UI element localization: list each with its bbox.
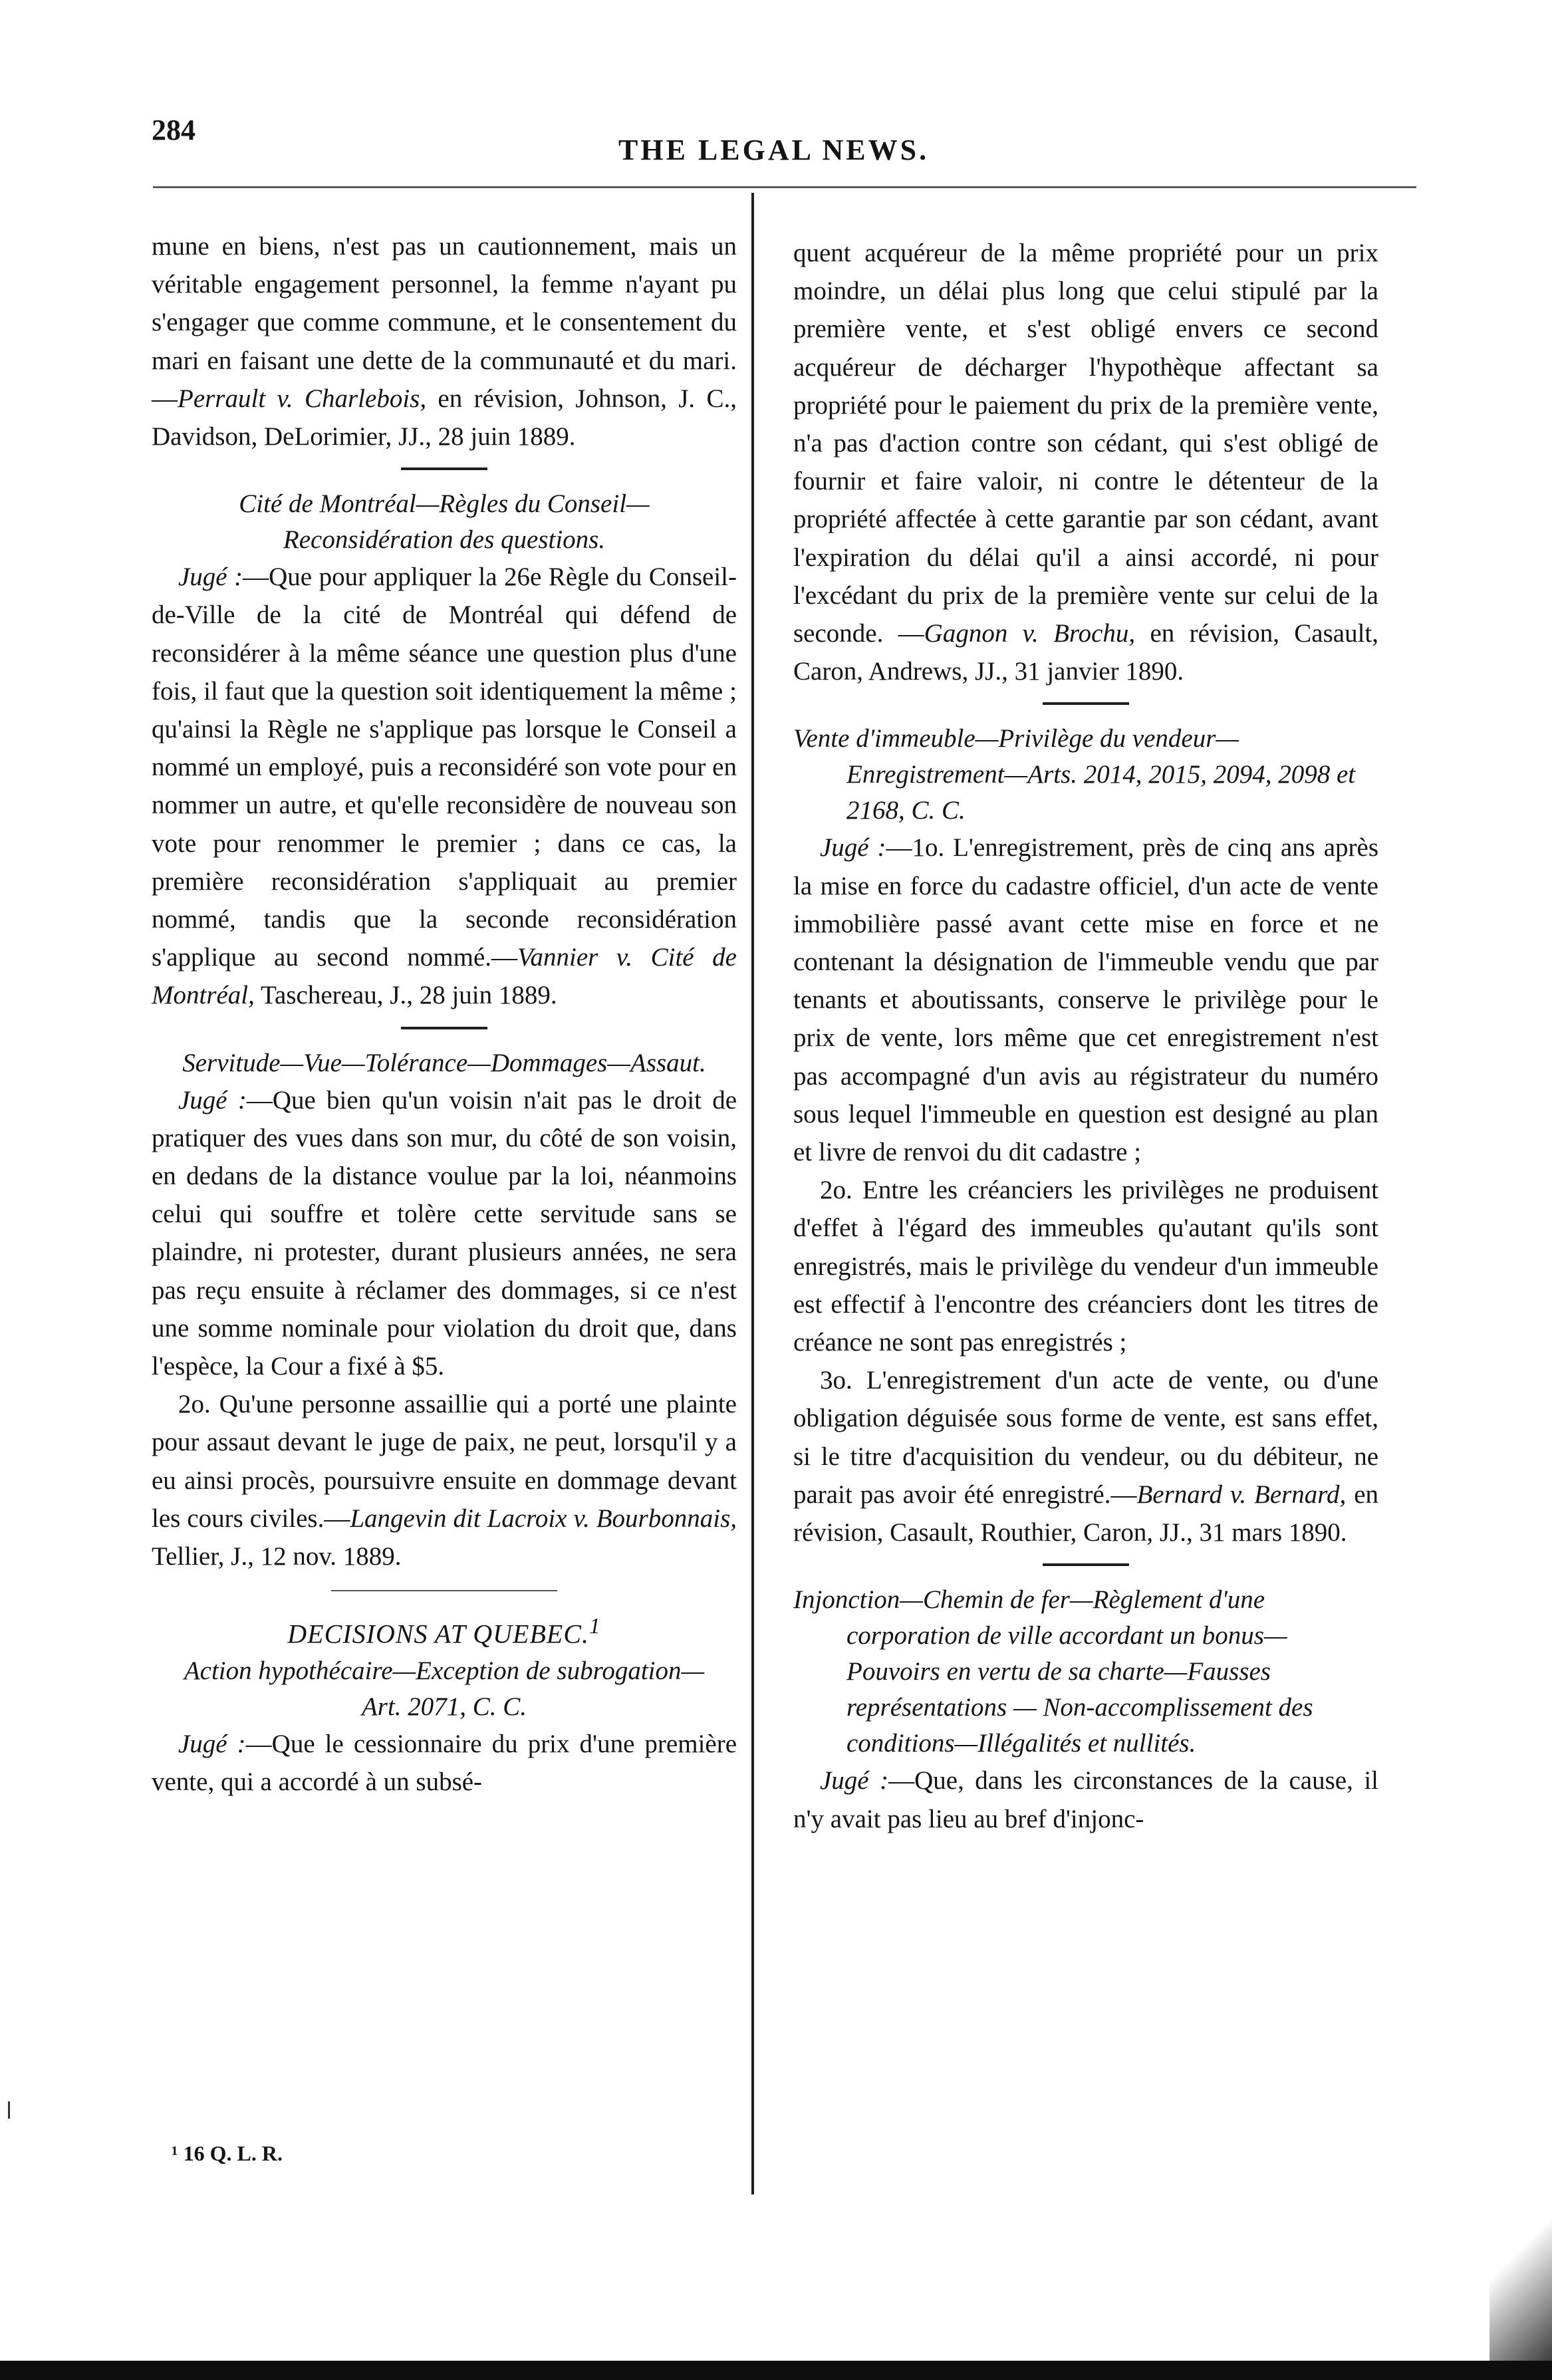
scan-mark [8,2101,10,2119]
case-name: Gagnon v. Brochu, [924,619,1136,648]
left-column [152,227,737,1801]
right-paragraph-5: Jugé :—Que, dans les circonstances de la cause, il n'y avait pas lieu au bref d'injonc- [793,1766,1378,1833]
section-divider [401,1027,487,1029]
running-title: THE LEGAL NEWS. [618,134,930,166]
case-heading: Vente d'immeuble—Privilège du vendeur—Enregistrement—Arts. 2014, 2015, 2094, 2098 et 2168, C. C. [793,724,1356,825]
left-paragraph-4: 2o. Qu'une personne assaillie qui a porté une plainte pour assaut devant le juge de paix, ne peut, lorsqu'il y a eu ainsi procès, poursuivre ensuite en dommage devant les cours civiles.—Langevin dit Lacroix v. Bourbonnais, Tellier, J., 12 nov. 1889. [152,1390,737,1571]
case-heading: Injonction—Chemin de fer—Règlement d'une corporation de ville accordant un bonus—Pouvoirs en vertu de sa charte—Fausses représentations — Non-accomplissement des conditions—Illégalités et nullités. [793,1585,1313,1758]
header-rule [153,186,1416,188]
page-number: 284 [152,114,195,146]
left-paragraph-2: Jugé :—Que pour appliquer la 26e Règle du Conseil-de-Ville de la cité de Montréal qui défend de reconsidérer à la même séance une question plus d'une fois, il faut que la question soit identiquement la même ; qu'ainsi la Règle ne s'applique pas lorsque le Conseil a nommé un employé, puis a reconsidéré son vote pour en nommer un autre, et qu'elle reconsidère de nouveau son vote pour renommer le premier ; dans ce cas, la première reconsidération s'appliquait au premier nommé, tandis que la seconde reconsidération s'applique au second nommé.—Vannier v. Cité de Montréal, Taschereau, J., 28 juin 1889. [152,563,737,1010]
left-paragraph-5: Jugé :—Que le cessionnaire du prix d'une première vente, qui a accordé à un subsé- [152,1729,737,1797]
case-name: Perrault v. Charlebois, [178,384,427,413]
footnote-marker: 1 [589,1614,601,1639]
section-divider [331,1590,557,1591]
footnote: ¹ 16 Q. L. R. [172,2141,283,2165]
right-paragraph-1: quent acquéreur de la même propriété pour un prix moindre, un délai plus long que celui stipulé par la première vente, et s'est obligé envers ce second acquéreur de décharger l'hypothèque affectant sa propriété pour le paiement du prix de la première vente, n'a pas d'action contre son cédant, qui s'est obligé de fournir et faire valoir, ni contre le détenteur de la propriété affectée à cette garantie par son cédant, avant l'expiration du délai qu'il a ainsi accordé, ni pour l'excédant du prix de la première vente sur celui de la seconde. —Gagnon v. Brochu, en révision, Casault, Caron, Andrews, JJ., 31 janvier 1890. [793,239,1378,686]
right-paragraph-3: 2o. Entre les créanciers les privilèges ne produisent d'effet à l'égard des immeubles qu'autant qu'ils sont enregistrés, mais le privilège du vendeur d'un immeuble est effectif à l'encontre des créanciers dont les titres de créance ne sont pas enregistrés ; [793,1176,1378,1357]
page-edge-shadow [1489,2214,1552,2367]
case-heading: Action hypothécaire—Exception de subrogation—Art. 2071, C. C. [184,1656,705,1721]
left-paragraph-3: Jugé :—Que bien qu'un voisin n'ait pas le droit de pratiquer des vues dans son mur, du côté de son voisin, en dedans de la distance voulue par la loi, néanmoins celui qui souffre et tolère cette servitude sans se plaindre, ni protester, durant plusieurs années, ne sera pas reçu ensuite à réclamer des dommages, si ce n'est une somme nominale pour violation du droit que, dans l'espèce, la Cour a fixé à $5. [152,1085,737,1381]
right-paragraph-4: 3o. L'enregistrement d'un acte de vente, ou d'une obligation déguisée sous forme de vente, est sans effet, si le titre d'acquisition du vendeur, ou du débiteur, ne parait pas avoir été enregistré.—Bernard v. Bernard, en révision, Casault, Routhier, Caron, JJ., 31 mars 1890. [793,1366,1379,1547]
case-name: Bernard v. Bernard, [1136,1480,1347,1509]
section-divider [401,467,487,470]
left-paragraph-1: mune en biens, n'est pas un cautionnement, mais un véritable engagement personnel, la femme n'ayant pu s'engager que comme commune, et le consentement du mari en faisant une dette de la communauté et du mari.—Perrault v. Charlebois, en révision, Johnson, J. C., Davidson, DeLorimier, JJ., 28 juin 1889. [152,232,737,452]
case-name: Langevin dit Lacroix v. Bourbonnais, [350,1504,737,1533]
section-title: DECISIONS AT QUEBEC.$^1$ [287,1614,601,1649]
section-divider [1043,1563,1129,1566]
case-name: Vannier v. Cité de Montréal, [152,943,737,1010]
right-column [793,234,1378,1838]
column-divider [751,193,754,2194]
scan-edge [0,2361,1552,2380]
right-paragraph-2: Jugé :—1o. L'enregistrement, près de cinq ans après la mise en force du cadastre officiel, d'un acte de vente immobilière passé avant cette mise en force et ne contenant la désignation de l'immeuble vendu que par tenants et aboutissants, conserve le privilège pour le prix de vente, lors même que cet enregistrement n'est pas accompagné d'un avis au régistrateur du numéro sous lequel l'immeuble en question est designé au plan et livre de renvoi du dit cadastre ; [793,833,1378,1167]
section-divider [1043,702,1129,705]
case-heading: Cité de Montréal—Règles du Conseil—Reconsidération des questions. [239,489,650,555]
case-heading: Servitude—Vue—Tolérance—Dommages—Assaut. [182,1048,706,1077]
